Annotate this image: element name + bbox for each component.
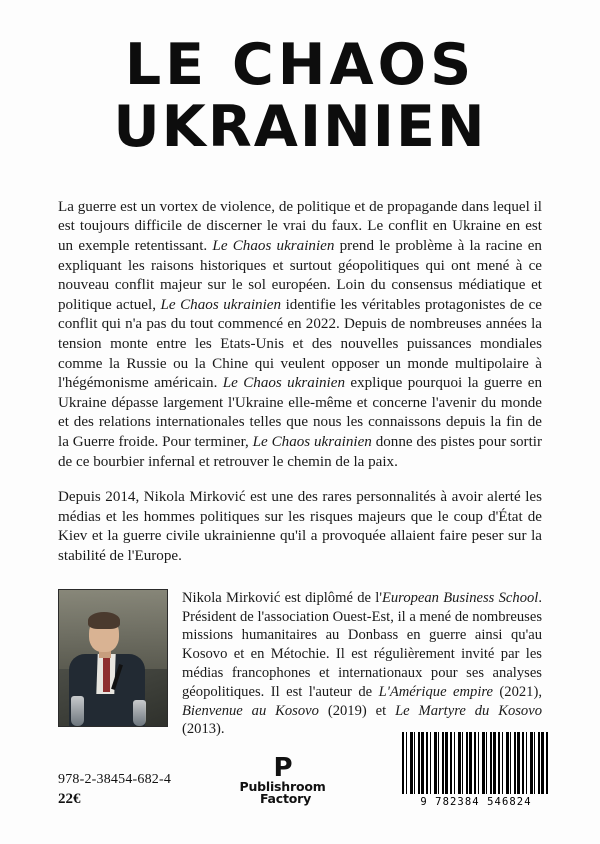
- bio-part-c: (2021),: [492, 683, 542, 700]
- bio-italic-4: Le Martyre du Kosovo: [395, 702, 542, 719]
- isbn-number: 978-2-38454-682-4: [58, 772, 172, 787]
- barcode-image: [402, 732, 550, 794]
- author-bio: [182, 589, 542, 740]
- publisher-mark-icon: P: [273, 752, 292, 783]
- title-line-two: UKRAINIEN: [113, 93, 487, 160]
- cover-footer: [58, 732, 550, 808]
- blurb-p1-part-d: explique pourquoi la guerre en Ukraine dépasse largement l'Ukraine elle-même et concerne l'avenir du monde et des relations internationales telles que nous les connaissons depuis la fin de la Guerre froide. Pour terminer,: [58, 375, 542, 451]
- blurb-p1-part-b: prend le problème à la racine en expliquant les raisons historiques et surtout géopolitiques qui ont mené à ce nouveau conflit majeur sur le sol européen. Loin du consensus médiatique et politique actuel,: [58, 237, 542, 313]
- barcode-block: [402, 732, 550, 808]
- bio-part-d: (2019) et: [318, 702, 396, 719]
- photo-hair: [88, 612, 120, 629]
- bio-part-a: Nikola Mirković est diplômé de l': [182, 589, 382, 606]
- photo-glass-right: [133, 700, 146, 726]
- photo-glass-left: [71, 696, 84, 726]
- blurb-p1-italic-3: Le Chaos ukrainien: [222, 375, 346, 392]
- bio-italic-1: European Business School: [381, 589, 539, 606]
- price-label: 22€: [58, 791, 81, 807]
- photo-tie: [103, 658, 110, 692]
- title-line-one: LE CHAOS: [124, 32, 476, 98]
- author-section: [58, 589, 542, 740]
- bio-part-e: (2013).: [182, 721, 225, 738]
- author-photo: [58, 589, 168, 727]
- book-title: [58, 0, 542, 160]
- blurb-paragraph-2: Depuis 2014, Nikola Mirković est une des rares personnalités à avoir alerté les médias et les hommes politiques sur les risques majeurs que le coup d'État de Kiev et la guerre civile ukrainienne qu'il a provoquée allaient faire peser sur la stabilité de l'Europe.: [58, 489, 542, 565]
- blurb-p1-part-a: La guerre est un vortex de violence, de politique et de propagande dans lequel il est toujours difficile de discerner le vrai du faux. Le conflit en Ukraine en est un exemple retentissant.: [58, 198, 542, 254]
- publisher-logo: [239, 752, 326, 807]
- bio-italic-3: Bienvenue au Kosovo: [182, 702, 319, 719]
- bio-italic-2: L'Amérique empire: [378, 683, 493, 700]
- publisher-name-sub: Factory: [259, 791, 312, 807]
- blurb-p1-part-c: identifie les véritables protagonistes de ce conflit qui n'a pas du tout commencé en 2022. Depuis de nombreuses années la tension monte entre les Etats-Unis et des nouvelles puissances mondiales comme la Russie ou la Chine qui veulent opposer un monde multipolaire à l'hégémonisme américain.: [58, 296, 543, 392]
- blurb-p1-italic-1: Le Chaos ukrainien: [212, 237, 335, 254]
- publisher-name-main: Publishroom: [239, 778, 326, 794]
- bio-part-b: . Président de l'association Ouest-Est, il a mené de nombreuses missions humanitaires au Donbass en guerre ainsi qu'au Kosovo et en Métochie. Il est régulièrement invité par les médias francophones et internationaux pour ses analyses géopolitiques. Il est l'auteur de: [182, 589, 543, 700]
- blurb-p1-italic-4: Le Chaos ukrainien: [252, 434, 372, 451]
- publisher-name: [239, 778, 326, 807]
- blurb-text: [58, 198, 542, 567]
- isbn-block: [58, 772, 171, 808]
- barcode-digits: 9 782384 546824: [420, 796, 532, 808]
- blurb-p1-part-e: donne des pistes pour sortir de ce bourbier infernal et retrouver le chemin de la paix.: [58, 434, 542, 470]
- blurb-paragraph-1: [58, 198, 542, 473]
- blurb-p1-italic-2: Le Chaos ukrainien: [160, 296, 282, 313]
